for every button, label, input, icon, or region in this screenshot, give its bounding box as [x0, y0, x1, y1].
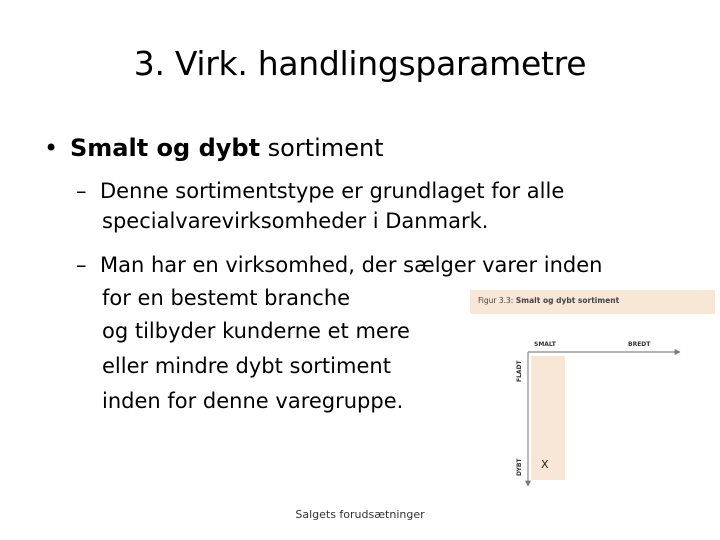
bullet-bold-text: Smalt og dybt [70, 134, 261, 162]
bullet-dot: • [44, 134, 59, 162]
sub-bullet-2-line-3: og tilbyder kunderne et mere [102, 319, 410, 343]
main-bullet [44, 134, 384, 162]
sub-bullet-2-line-4: eller mindre dybt sortiment [102, 354, 391, 378]
figure-axes [470, 290, 720, 490]
sub-bullet-dash: – [76, 253, 87, 277]
sub-bullet-text: Man har en virksomhed, der sælger varer inden [100, 253, 603, 277]
slide-footer: Salgets forudsætninger [295, 508, 425, 521]
label-dybt: DYBT [516, 458, 523, 476]
marker-x: X [541, 458, 549, 471]
label-smalt: SMALT [534, 341, 556, 348]
sub-bullet-text: Denne sortimentstype er grundlaget for alle [100, 179, 565, 203]
figure-caption-text: Smalt og dybt sortiment [513, 296, 620, 305]
label-fladt: FLADT [516, 360, 523, 382]
sub-bullet-2 [76, 250, 603, 280]
sub-bullet-dash: – [76, 179, 87, 203]
sub-bullet-1 [76, 176, 564, 206]
sub-bullet-2-line-2: for en bestemt branche [102, 286, 351, 310]
sub-bullet-2-line-5: inden for denne varegruppe. [102, 389, 404, 413]
figure-caption-prefix: Figur 3.3: [478, 296, 514, 305]
sub-bullet-1-cont: specialvarevirksomheder i Danmark. [102, 209, 489, 233]
sortiment-figure [470, 290, 720, 490]
label-bredt: BREDT [628, 341, 651, 348]
bullet-rest-text: sortiment [260, 134, 384, 162]
slide-title: 3. Virk. handlingsparametre [133, 44, 587, 83]
